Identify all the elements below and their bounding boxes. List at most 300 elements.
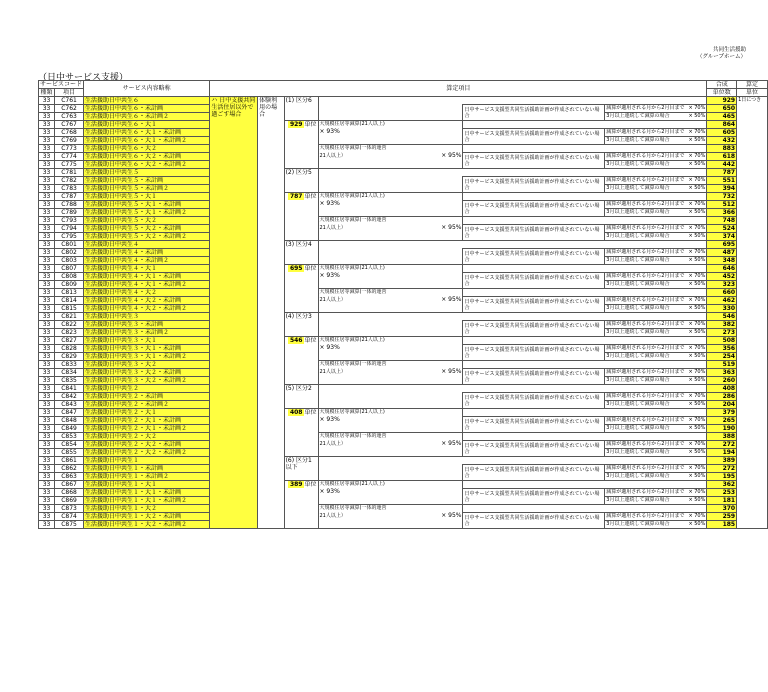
reduce-line xyxy=(320,224,462,232)
plan-note-cell xyxy=(605,177,707,185)
total-unit-value: 370 xyxy=(707,505,737,513)
blank-area xyxy=(318,313,463,337)
kind-cell: 33 xyxy=(39,337,55,345)
blank-cell xyxy=(605,289,707,297)
kind-cell: 33 xyxy=(39,433,55,441)
blank-cell xyxy=(463,217,605,225)
plan-note-cell xyxy=(605,153,707,161)
kind-cell: 33 xyxy=(39,153,55,161)
blank-cell xyxy=(605,505,707,513)
service-name-cell: 生活援助日中共生２・大１・未計画 xyxy=(84,417,210,425)
service-name-cell: 生活援助日中共生１・大１ xyxy=(84,481,210,489)
blank-cell xyxy=(605,385,707,393)
unit-cell xyxy=(284,265,318,313)
code-cell: C774 xyxy=(55,153,84,161)
plan-pct1: × 70% xyxy=(688,489,706,495)
col-unit-calc: 算定 xyxy=(737,81,768,89)
code-cell: C813 xyxy=(55,289,84,297)
service-name-cell: 生活援助日中共生６・大１・未計画 xyxy=(84,129,210,137)
service-name-cell: 生活援助日中共生４・大１・未計画２ xyxy=(84,281,210,289)
kind-cell: 33 xyxy=(39,425,55,433)
kind-cell: 33 xyxy=(39,265,55,273)
plan-pct2: × 50% xyxy=(688,209,706,215)
zone-label: (2) 区分5 xyxy=(284,169,318,193)
unit-cell xyxy=(284,481,318,529)
total-unit-value: 864 xyxy=(707,121,737,129)
total-unit-value: 618 xyxy=(707,153,737,161)
service-name-cell: 生活援助日中共生３・未計画 xyxy=(84,321,210,329)
plan-pct1: × 70% xyxy=(688,129,706,135)
plan-note2: 3月以上連続して減算の場合 xyxy=(606,353,670,359)
total-unit-value: 348 xyxy=(707,257,737,265)
code-cell: C783 xyxy=(55,185,84,193)
plan-note-cell xyxy=(605,257,707,265)
reduce-large-cell xyxy=(318,481,463,505)
total-unit-value: 512 xyxy=(707,201,737,209)
col-item: 項目 xyxy=(55,89,84,97)
unit-word: 単位 xyxy=(304,265,317,272)
plan-pct1: × 70% xyxy=(688,369,706,375)
reduce-header: 大規模住居等減算(21人以上) xyxy=(319,193,385,199)
kind-cell: 33 xyxy=(39,129,55,137)
plan-pct2: × 50% xyxy=(688,185,706,191)
total-unit-value: 465 xyxy=(707,113,737,121)
header-right-line1: 共同生活援助 xyxy=(712,47,746,53)
service-name-cell: 生活援助日中共生４・大２・未計画 xyxy=(84,297,210,305)
code-cell: C789 xyxy=(55,209,84,217)
service-name-cell: 生活援助日中共生５・未計画２ xyxy=(84,185,210,193)
service-name-cell: 生活援助日中共生１・未計画２ xyxy=(84,473,210,481)
reduce-large-cell xyxy=(318,121,463,145)
kind-cell: 33 xyxy=(39,297,55,305)
total-unit-value: 194 xyxy=(707,449,737,457)
kind-cell: 33 xyxy=(39,145,55,153)
total-unit-value: 253 xyxy=(707,489,737,497)
plan-note-cell xyxy=(605,489,707,497)
code-cell: C843 xyxy=(55,401,84,409)
per-day-note: 1日につき xyxy=(737,97,768,529)
reduce-header3: 21人以上） xyxy=(319,369,346,375)
service-name-cell: 生活援助日中共生１・大２・未計画２ xyxy=(84,521,210,529)
plan-note-cell xyxy=(605,417,707,425)
code-cell: C868 xyxy=(55,489,84,497)
service-name-cell: 生活援助日中共生２・未計画 xyxy=(84,393,210,401)
code-cell: C767 xyxy=(55,121,84,129)
code-cell: C807 xyxy=(55,265,84,273)
plan-pct2: × 50% xyxy=(688,425,706,431)
reduce-header: 大規模住居等減算(21人以上) xyxy=(319,481,385,487)
col-unit-calc-unit: 単位 xyxy=(737,89,768,97)
reduce-large-cell xyxy=(318,409,463,433)
service-name-cell: 生活援助日中共生３・大１ xyxy=(84,337,210,345)
total-unit-value: 260 xyxy=(707,377,737,385)
code-cell: C869 xyxy=(55,497,84,505)
plan-note-cell xyxy=(605,393,707,401)
plan-note2: 3月以上連続して減算の場合 xyxy=(606,257,670,263)
blank-cell xyxy=(463,289,605,297)
total-unit-value: 374 xyxy=(707,233,737,241)
kind-cell: 33 xyxy=(39,409,55,417)
total-unit-value: 660 xyxy=(707,289,737,297)
kind-cell: 33 xyxy=(39,361,55,369)
plan-pct2: × 50% xyxy=(688,305,706,311)
unit-value: 695 xyxy=(289,265,303,272)
service-name-cell: 生活援助日中共生１ xyxy=(84,457,210,465)
plan-missing-cell: 日中サービス支援型共同生活援助計画が作成されていない場合 xyxy=(463,201,605,217)
plan-note2: 3月以上連続して減算の場合 xyxy=(606,377,670,383)
plan-pct1: × 70% xyxy=(688,225,706,231)
plan-missing-cell: 日中サービス支援型共同生活援助計画が作成されていない場合 xyxy=(463,153,605,169)
plan-note2: 3月以上連続して減算の場合 xyxy=(606,233,670,239)
reduce-unified-cell xyxy=(318,433,463,457)
unit-word: 単位 xyxy=(304,337,317,344)
total-unit-value: 524 xyxy=(707,225,737,233)
table-row xyxy=(39,481,768,489)
plan-note1: 減算が適用される月から2月目まで xyxy=(606,417,685,423)
plan-missing-cell: 日中サービス支援型共同生活援助計画が作成されていない場合 xyxy=(463,369,605,385)
code-cell: C773 xyxy=(55,145,84,153)
total-unit-value: 551 xyxy=(707,177,737,185)
kind-cell: 33 xyxy=(39,329,55,337)
kind-cell: 33 xyxy=(39,289,55,297)
reduce-line xyxy=(320,152,462,160)
pct93: × 93% xyxy=(319,488,340,495)
plan-pct1: × 70% xyxy=(688,297,706,303)
unit-cell xyxy=(284,337,318,385)
total-unit-value: 442 xyxy=(707,161,737,169)
plan-note1: 減算が適用される月から2月目まで xyxy=(606,177,685,183)
plan-note-cell xyxy=(605,137,707,145)
blank-cell xyxy=(463,457,605,465)
kind-cell: 33 xyxy=(39,121,55,129)
total-unit-value: 190 xyxy=(707,425,737,433)
plan-note-cell xyxy=(605,305,707,313)
zone-label: (1) 区分6 xyxy=(284,97,318,121)
kind-cell: 33 xyxy=(39,465,55,473)
service-name-cell: 生活援助日中共生２・大２ xyxy=(84,433,210,441)
pct93: × 93% xyxy=(319,200,340,207)
total-unit-value: 265 xyxy=(707,417,737,425)
total-unit-value: 650 xyxy=(707,105,737,113)
code-cell: C781 xyxy=(55,169,84,177)
unit-word: 単位 xyxy=(304,193,317,200)
table-row xyxy=(39,361,768,369)
code-cell: C815 xyxy=(55,305,84,313)
plan-note2: 3月以上連続して減算の場合 xyxy=(606,161,670,167)
plan-note-cell xyxy=(605,425,707,433)
kind-cell: 33 xyxy=(39,521,55,529)
kind-cell: 33 xyxy=(39,217,55,225)
code-cell: C814 xyxy=(55,297,84,305)
code-cell: C873 xyxy=(55,505,84,513)
total-unit-value: 286 xyxy=(707,393,737,401)
table-row xyxy=(39,241,768,249)
reduce-unified-cell xyxy=(318,505,463,529)
service-name-cell: 生活援助日中共生２・未計画２ xyxy=(84,401,210,409)
service-name-cell: 生活援助日中共生５・未計画 xyxy=(84,177,210,185)
blank-cell xyxy=(463,97,605,105)
code-cell: C855 xyxy=(55,449,84,457)
service-name-cell: 生活援助日中共生６ xyxy=(84,97,210,105)
zone-label: (6) 区分1以下 xyxy=(284,457,318,481)
plan-note-cell xyxy=(605,129,707,137)
code-cell: C809 xyxy=(55,281,84,289)
kind-cell: 33 xyxy=(39,113,55,121)
total-unit-value: 487 xyxy=(707,249,737,257)
code-cell: C769 xyxy=(55,137,84,145)
total-unit-value: 356 xyxy=(707,345,737,353)
code-cell: C787 xyxy=(55,193,84,201)
pct95: × 95% xyxy=(441,152,462,159)
plan-missing-cell: 日中サービス支援型共同生活援助計画が作成されていない場合 xyxy=(463,393,605,409)
total-unit-value: 272 xyxy=(707,465,737,473)
unit-word: 単位 xyxy=(304,409,317,416)
code-cell: C829 xyxy=(55,353,84,361)
pct95: × 95% xyxy=(441,296,462,303)
code-cell: C834 xyxy=(55,369,84,377)
service-name-cell: 生活援助日中共生５・大２・未計画 xyxy=(84,225,210,233)
table-row xyxy=(39,193,768,201)
plan-pct1: × 70% xyxy=(688,201,706,207)
plan-pct2: × 50% xyxy=(688,353,706,359)
kind-cell: 33 xyxy=(39,201,55,209)
unit-cell xyxy=(284,409,318,457)
blank-cell xyxy=(605,409,707,417)
reduce-header2: 大規模住居等減算(一体的運営 xyxy=(319,217,387,223)
kind-cell: 33 xyxy=(39,281,55,289)
service-name-cell: 生活援助日中共生３・大２ xyxy=(84,361,210,369)
plan-note-cell xyxy=(605,369,707,377)
kind-cell: 33 xyxy=(39,489,55,497)
reduce-header: 大規模住居等減算(21人以上) xyxy=(319,121,385,127)
pct93: × 93% xyxy=(319,344,340,351)
kind-cell: 33 xyxy=(39,441,55,449)
blank-cell xyxy=(605,193,707,201)
plan-note-cell xyxy=(605,449,707,457)
plan-pct1: × 70% xyxy=(688,177,706,183)
code-cell: C788 xyxy=(55,201,84,209)
plan-note-cell xyxy=(605,281,707,289)
plan-note2: 3月以上連続して減算の場合 xyxy=(606,137,670,143)
plan-note1: 減算が適用される月から2月目まで xyxy=(606,249,685,255)
total-unit-value: 605 xyxy=(707,129,737,137)
blank-cell xyxy=(605,241,707,249)
col-total-unit: 単位数 xyxy=(707,89,737,97)
col-service-code: サービスコード xyxy=(40,81,83,88)
reduce-line xyxy=(320,512,462,520)
table-row xyxy=(39,169,768,177)
service-name-cell: 生活援助日中共生６・未計画 xyxy=(84,105,210,113)
total-unit-value: 408 xyxy=(707,385,737,393)
total-unit-value: 432 xyxy=(707,137,737,145)
plan-pct1: × 70% xyxy=(688,321,706,327)
reduce-header3: 21人以上） xyxy=(319,153,346,159)
total-unit-value: 259 xyxy=(707,513,737,521)
table-row xyxy=(39,409,768,417)
service-name-cell: 生活援助日中共生３・大１・未計画２ xyxy=(84,353,210,361)
plan-pct2: × 50% xyxy=(688,401,706,407)
service-name-cell: 生活援助日中共生２・大１・未計画２ xyxy=(84,425,210,433)
zone-label: (5) 区分2 xyxy=(284,385,318,409)
table-row xyxy=(39,145,768,153)
plan-note-cell xyxy=(605,497,707,505)
service-name-cell: 生活援助日中共生１・大１・未計画 xyxy=(84,489,210,497)
code-cell: C853 xyxy=(55,433,84,441)
col-content: サービス内容略称 xyxy=(84,81,210,97)
zone-label: (3) 区分4 xyxy=(284,241,318,265)
plan-note-cell xyxy=(605,233,707,241)
plan-missing-cell: 日中サービス支援型共同生活援助計画が作成されていない場合 xyxy=(463,441,605,457)
table-row xyxy=(39,505,768,513)
plan-note2: 3月以上連続して減算の場合 xyxy=(606,449,670,455)
code-cell: C803 xyxy=(55,257,84,265)
kind-cell: 33 xyxy=(39,369,55,377)
plan-missing-cell: 日中サービス支援型共同生活援助計画が作成されていない場合 xyxy=(463,225,605,241)
service-name-cell: 生活援助日中共生５・大１ xyxy=(84,193,210,201)
reduce-unified-cell xyxy=(318,145,463,169)
pct93: × 93% xyxy=(319,128,340,135)
service-name-cell: 生活援助日中共生１・大２・未計画 xyxy=(84,513,210,521)
kind-cell: 33 xyxy=(39,505,55,513)
plan-note-cell xyxy=(605,353,707,361)
plan-note2: 3月以上連続して減算の場合 xyxy=(606,281,670,287)
kind-cell: 33 xyxy=(39,257,55,265)
service-name-cell: 生活援助日中共生５・大２ xyxy=(84,217,210,225)
plan-pct2: × 50% xyxy=(688,137,706,143)
plan-note-cell xyxy=(605,521,707,529)
plan-pct2: × 50% xyxy=(688,281,706,287)
service-name-cell: 生活援助日中共生１・未計画 xyxy=(84,465,210,473)
code-cell: C782 xyxy=(55,177,84,185)
reduce-large-cell xyxy=(318,265,463,289)
total-unit-value: 362 xyxy=(707,481,737,489)
blank-cell xyxy=(463,337,605,345)
plan-note2: 3月以上連続して減算の場合 xyxy=(606,401,670,407)
kind-cell: 33 xyxy=(39,233,55,241)
total-unit-value: 272 xyxy=(707,441,737,449)
kind-cell: 33 xyxy=(39,481,55,489)
service-name-cell: 生活援助日中共生２・大２・未計画２ xyxy=(84,449,210,457)
plan-note1: 減算が適用される月から2月目まで xyxy=(606,273,685,279)
plan-note2: 3月以上連続して減算の場合 xyxy=(606,497,670,503)
blank-area xyxy=(318,385,463,409)
code-cell: C763 xyxy=(55,113,84,121)
code-cell: C833 xyxy=(55,361,84,369)
code-cell: C775 xyxy=(55,161,84,169)
blank-cell xyxy=(605,265,707,273)
code-cell: C848 xyxy=(55,417,84,425)
plan-pct2: × 50% xyxy=(688,329,706,335)
blank-area xyxy=(318,241,463,265)
blank-cell xyxy=(605,217,707,225)
blank-cell xyxy=(463,361,605,369)
reduce-header: 大規模住居等減算(21人以上) xyxy=(319,265,385,271)
code-cell: C768 xyxy=(55,129,84,137)
total-unit-value: 394 xyxy=(707,185,737,193)
blank-cell xyxy=(605,337,707,345)
code-cell: C762 xyxy=(55,105,84,113)
kind-cell: 33 xyxy=(39,449,55,457)
service-name-cell: 生活援助日中共生４・未計画 xyxy=(84,249,210,257)
plan-note-cell xyxy=(605,185,707,193)
kind-cell: 33 xyxy=(39,169,55,177)
col-kind: 種類 xyxy=(39,89,55,97)
kind-cell: 33 xyxy=(39,177,55,185)
service-name-cell: 生活援助日中共生４・大１ xyxy=(84,265,210,273)
kind-cell: 33 xyxy=(39,209,55,217)
plan-pct1: × 70% xyxy=(688,105,706,111)
reduce-header: 大規模住居等減算(21人以上) xyxy=(319,337,385,343)
table-row xyxy=(39,337,768,345)
plan-pct2: × 50% xyxy=(688,233,706,239)
reduce-line xyxy=(320,296,462,304)
code-cell: C862 xyxy=(55,465,84,473)
total-unit-value: 254 xyxy=(707,353,737,361)
reduce-header2: 大規模住居等減算(一体的運営 xyxy=(319,433,387,439)
plan-missing-cell: 日中サービス支援型共同生活援助計画が作成されていない場合 xyxy=(463,297,605,313)
total-unit-value: 181 xyxy=(707,497,737,505)
blank-cell xyxy=(463,193,605,201)
kind-cell: 33 xyxy=(39,241,55,249)
plan-missing-cell: 日中サービス支援型共同生活援助計画が作成されていない場合 xyxy=(463,321,605,337)
plan-note2: 3月以上連続して減算の場合 xyxy=(606,425,670,431)
code-cell: C795 xyxy=(55,233,84,241)
plan-note2: 3月以上連続して減算の場合 xyxy=(606,473,670,479)
kind-cell: 33 xyxy=(39,305,55,313)
table-row xyxy=(39,433,768,441)
plan-missing-cell: 日中サービス支援型共同生活援助計画が作成されていない場合 xyxy=(463,273,605,289)
service-name-cell: 生活援助日中共生５・大１・未計画 xyxy=(84,201,210,209)
kind-cell: 33 xyxy=(39,185,55,193)
header-right-line2: （グループホーム） xyxy=(696,54,746,60)
unit-value: 408 xyxy=(289,409,303,416)
table-row xyxy=(39,121,768,129)
total-unit-value: 323 xyxy=(707,281,737,289)
reduce-unified-cell xyxy=(318,361,463,385)
code-cell: C822 xyxy=(55,321,84,329)
service-name-cell: 生活援助日中共生２・大２・未計画 xyxy=(84,441,210,449)
service-code-table xyxy=(38,80,768,529)
code-cell: C875 xyxy=(55,521,84,529)
kind-cell: 33 xyxy=(39,105,55,113)
pct95: × 95% xyxy=(441,440,462,447)
service-name-cell: 生活援助日中共生４・大１・未計画 xyxy=(84,273,210,281)
total-unit-value: 204 xyxy=(707,401,737,409)
blank-area xyxy=(318,97,463,121)
unit-value: 389 xyxy=(289,481,303,488)
blank-cell xyxy=(463,145,605,153)
kind-cell: 33 xyxy=(39,313,55,321)
reduce-unified-cell xyxy=(318,289,463,313)
service-name-cell: 生活援助日中共生６・大２ xyxy=(84,145,210,153)
blank-cell xyxy=(463,241,605,249)
total-unit-value: 389 xyxy=(707,457,737,465)
service-name-cell: 生活援助日中共生２ xyxy=(84,385,210,393)
total-unit-value: 330 xyxy=(707,305,737,313)
plan-note-cell xyxy=(605,297,707,305)
plan-missing-cell: 日中サービス支援型共同生活援助計画が作成されていない場合 xyxy=(463,465,605,481)
plan-note2: 3月以上連続して減算の場合 xyxy=(606,329,670,335)
service-name-cell: 生活援助日中共生６・大２・未計画 xyxy=(84,153,210,161)
total-unit-value: 388 xyxy=(707,433,737,441)
kind-cell: 33 xyxy=(39,225,55,233)
pct95: × 95% xyxy=(441,512,462,519)
code-cell: C847 xyxy=(55,409,84,417)
plan-missing-cell: 日中サービス支援型共同生活援助計画が作成されていない場合 xyxy=(463,177,605,193)
service-name-cell: 生活援助日中共生２・大１ xyxy=(84,409,210,417)
plan-note1: 減算が適用される月から2月目まで xyxy=(606,129,685,135)
plan-pct1: × 70% xyxy=(688,465,706,471)
